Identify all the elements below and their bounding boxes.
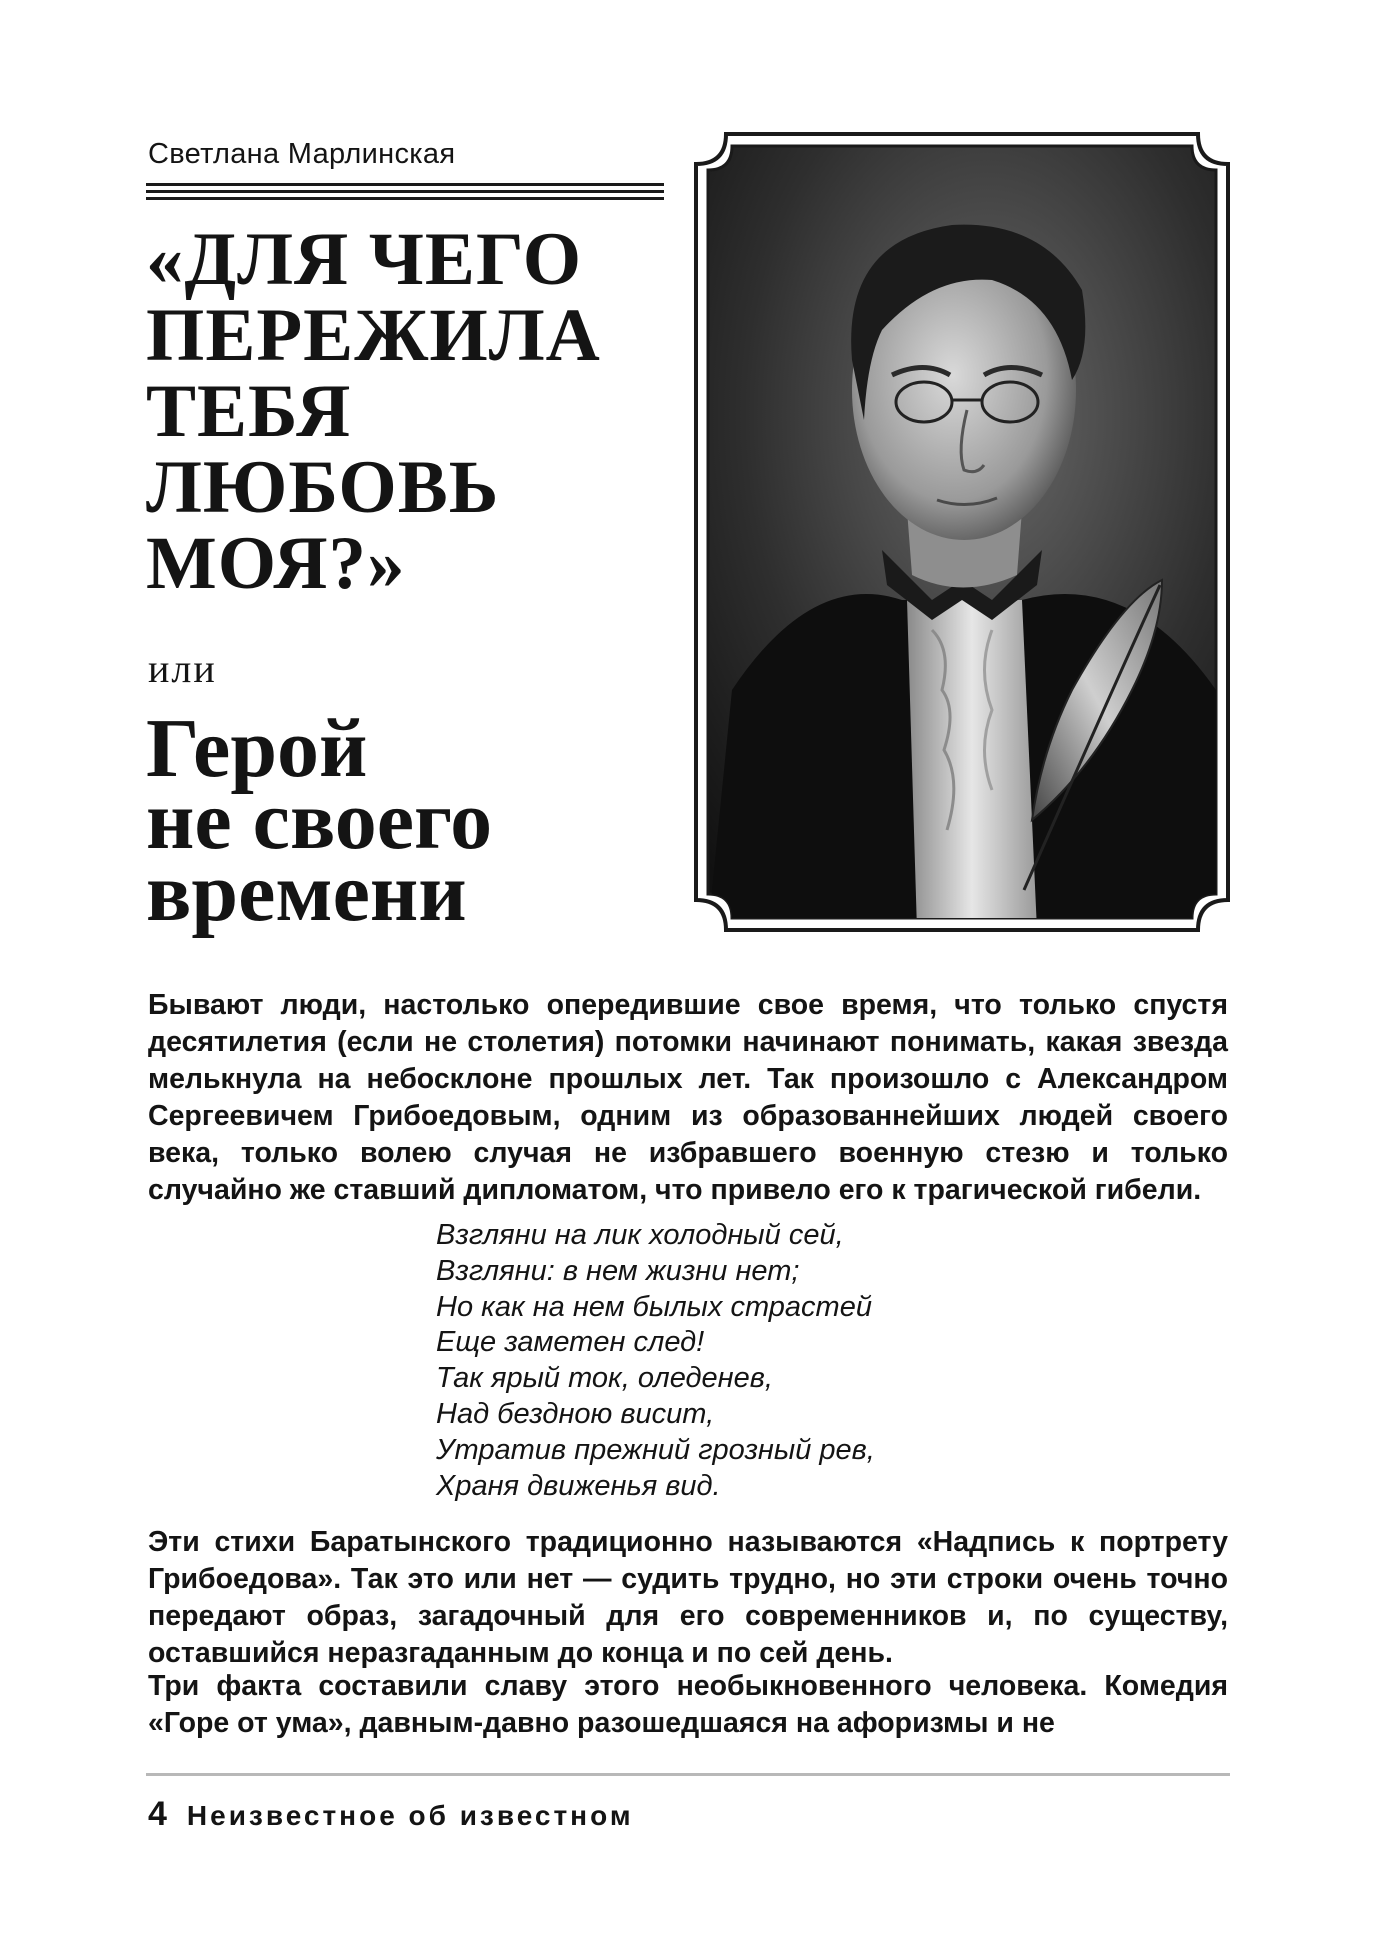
title-line: «ДЛЯ ЧЕГО <box>146 218 583 301</box>
header-rule <box>146 183 664 200</box>
poem-line: Так ярый ток, оледенев, <box>436 1362 773 1395</box>
portrait-image <box>692 130 1232 962</box>
poem-line: Над бездною висит, <box>436 1397 715 1430</box>
poem-line: Взгляни на лик холодный сей, <box>436 1219 844 1251</box>
poem-line: Еще заметен след! <box>436 1326 705 1359</box>
poem-line: Взгляни: в нем жизни нет; <box>436 1254 800 1287</box>
article-title <box>146 218 666 605</box>
body-paragraph: Три факта составили славу этого необыкновенного человека. Комедия «Горе от ума», давным-давно разошедшаяся на афоризмы и не <box>148 1670 1228 1739</box>
page-number: 4 <box>148 1795 167 1833</box>
page-footer <box>148 1795 634 1834</box>
poem-line: Утратив прежний грозный рев, <box>436 1433 875 1466</box>
poem-line: Храня движенья вид. <box>436 1469 721 1502</box>
footer-divider <box>146 1773 1230 1776</box>
author-name: Светлана Марлинская <box>148 138 456 170</box>
subtitle-line: времени <box>146 846 467 939</box>
lead-paragraph: Бывают люди, настолько опередившие свое время, что только спустя десятилетия (если не столетия) потомки начинают понимать, какая звезда мелькнула на небосклоне прошлых лет. Так произошло с Александром Сергеевичем Грибоедовым, одним из образованнейших людей своего века, только волею случая не избравшего военную стезю и только случайно же ставший дипломатом, что привело его к трагической гибели. <box>148 989 1228 1206</box>
poem-line: Но как на нем былых страстей <box>436 1290 872 1323</box>
body-paragraph: Эти стихи Баратынского традиционно называются «Надпись к портрету Грибоедова». Так это или нет — судить трудно, но эти строки очень точно передают образ, загадочный для его современников и, по существу, оставшийся неразгаданным до конца и по сей день. <box>148 1526 1228 1669</box>
poem-quote <box>436 1218 875 1504</box>
title-line: ТЕБЯ <box>146 370 352 453</box>
title-line: ЛЮБОВЬ <box>146 446 500 529</box>
subtitle-line: Герой <box>146 702 368 795</box>
section-title: Неизвестное об известном <box>186 1800 634 1831</box>
article-subtitle <box>146 702 666 939</box>
title-line: МОЯ?» <box>146 522 406 605</box>
title-connector: или <box>148 646 217 691</box>
title-line: ПЕРЕЖИЛА <box>146 294 601 377</box>
subtitle-line: не своего <box>146 774 493 867</box>
